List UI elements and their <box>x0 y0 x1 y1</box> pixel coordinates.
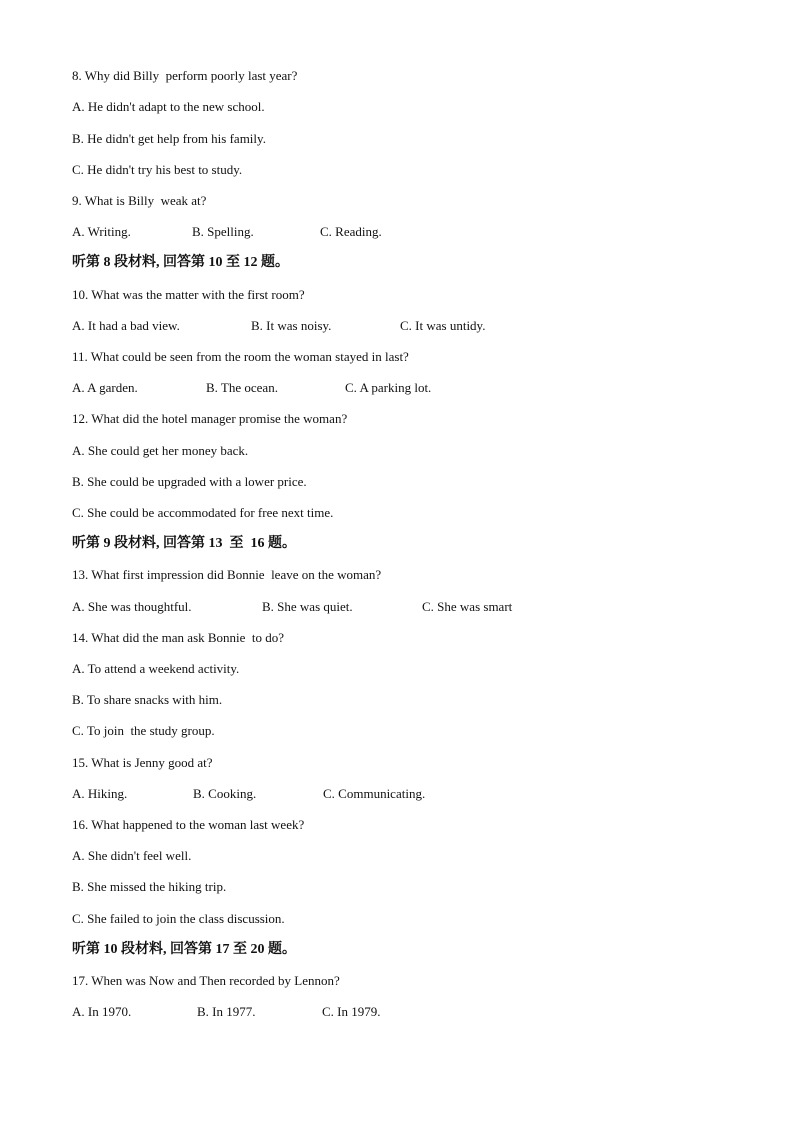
question-16-option-c: C. She failed to join the class discussion. <box>72 911 285 926</box>
question-10: 10. What was the matter with the first room? <box>72 287 305 302</box>
question-12-option-c: C. She could be accommodated for free next time. <box>72 505 334 520</box>
question-10-option-c: C. It was untidy. <box>400 318 486 333</box>
section-heading-10: 听第 10 段材料, 回答第 17 至 20 题。 <box>72 942 296 957</box>
question-15: 15. What is Jenny good at? <box>72 755 213 770</box>
section-heading-8: 听第 8 段材料, 回答第 10 至 12 题。 <box>72 255 289 270</box>
question-9-option-b: B. Spelling. <box>192 224 254 239</box>
question-10-option-a: A. It had a bad view. <box>72 318 180 333</box>
question-16-option-a: A. She didn't feel well. <box>72 848 192 863</box>
question-17: 17. When was Now and Then recorded by Lennon? <box>72 973 340 988</box>
question-16-option-b: B. She missed the hiking trip. <box>72 879 227 894</box>
question-8: 8. Why did Billy perform poorly last year? <box>72 68 298 83</box>
question-15-option-c: C. Communicating. <box>323 786 426 801</box>
question-17-option-c: C. In 1979. <box>322 1004 381 1019</box>
question-15-option-a: A. Hiking. <box>72 786 128 801</box>
question-8-option-c: C. He didn't try his best to study. <box>72 162 243 177</box>
question-11-option-b: B. The ocean. <box>206 380 278 395</box>
question-17-option-b: B. In 1977. <box>197 1004 256 1019</box>
question-13: 13. What first impression did Bonnie leave on the woman? <box>72 567 382 582</box>
question-11: 11. What could be seen from the room the woman stayed in last? <box>72 349 409 364</box>
question-8-option-a: A. He didn't adapt to the new school. <box>72 99 265 114</box>
question-14-option-b: B. To share snacks with him. <box>72 692 223 707</box>
question-8-option-b: B. He didn't get help from his family. <box>72 131 266 146</box>
section-heading-9: 听第 9 段材料, 回答第 13 至 16 题。 <box>72 536 296 551</box>
question-11-option-c: C. A parking lot. <box>345 380 432 395</box>
question-14-option-a: A. To attend a weekend activity. <box>72 661 240 676</box>
question-9-option-c: C. Reading. <box>320 224 382 239</box>
question-9: 9. What is Billy weak at? <box>72 193 207 208</box>
question-14-option-c: C. To join the study group. <box>72 723 215 738</box>
question-10-option-b: B. It was noisy. <box>251 318 332 333</box>
question-11-option-a: A. A garden. <box>72 380 138 395</box>
question-13-option-b: B. She was quiet. <box>262 599 353 614</box>
question-17-option-a: A. In 1970. <box>72 1004 132 1019</box>
question-14: 14. What did the man ask Bonnie to do? <box>72 630 285 645</box>
question-15-option-b: B. Cooking. <box>193 786 257 801</box>
question-13-option-a: A. She was thoughtful. <box>72 599 192 614</box>
question-12-option-a: A. She could get her money back. <box>72 443 249 458</box>
question-12-option-b: B. She could be upgraded with a lower price. <box>72 474 307 489</box>
question-12: 12. What did the hotel manager promise the woman? <box>72 411 348 426</box>
question-16: 16. What happened to the woman last week? <box>72 817 305 832</box>
question-9-option-a: A. Writing. <box>72 224 131 239</box>
question-13-option-c: C. She was smart <box>422 599 513 614</box>
